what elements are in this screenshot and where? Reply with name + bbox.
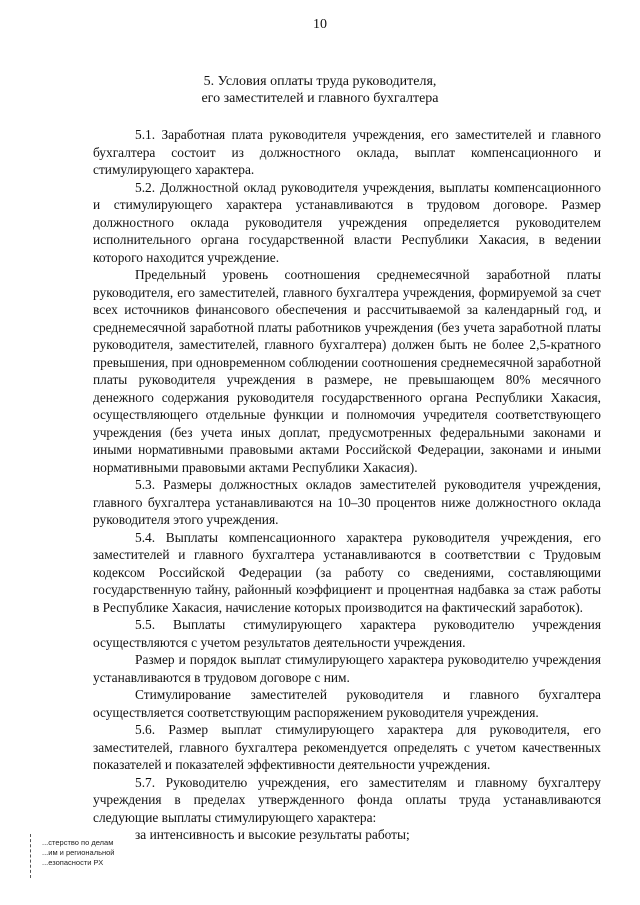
paragraph-5-3: 5.3. Размеры должностных окладов заместителей руководителя учреждения, главного бухгалтера устанавливаются на 10–30 процентов ниже должностного оклада руководителя этого учреждения. [93, 477, 601, 527]
page-number: 10 [313, 17, 327, 32]
document-body [93, 126, 601, 844]
paragraph-intensity: за интенсивность и высокие результаты работы; [135, 827, 410, 842]
paragraph-5-2: 5.2. Должностной оклад руководителя учреждения, выплаты компенсационного и стимулирующего характера устанавливаются в трудовом договоре. Размер должностного оклада руководителя учреждения определяется руководителем исполнительного органа государственной власти Республики Хакасия, в ведении которого находится учреждение. [93, 179, 601, 265]
stamp-line-3: ...езопасности РХ [42, 858, 104, 867]
paragraph-incentive-deputies: Стимулирование заместителей руководителя и главного бухгалтера осуществляется соответствующим распоряжением руководителя учреждения. [93, 687, 601, 720]
section-heading [0, 73, 640, 107]
paragraph-salary-ratio: Предельный уровень соотношения среднемесячной заработной платы руководителя, его заместителей, главного бухгалтера учреждения, формируемой за счет всех источников финансового обеспечения и рассчитываемой за календарный год, и среднемесячной заработной платы работников учреждения (без учета заработной платы руководителя, заместителей, главного бухгалтера) должен быть не более 2,5-кратного превышения, при одновременном соблюдении соотношения среднемесячной заработной платы руководителя учреждения в размере, не превышающем 80% месячного денежного содержания руководителя государственного органа Республики Хакасия, осуществляющего отдельные функции и полномочия учредителя соответствующего учреждения (без учета иных доплат, предусмотренных федеральными законами и иными нормативными правовыми актами Российской Федерации, законами и иными нормативными правовыми актами Республики Хакасия). [93, 267, 601, 475]
ministry-stamp [30, 834, 150, 878]
paragraph-5-1: 5.1. Заработная плата руководителя учреждения, его заместителей и главного бухгалтера состоит из должностного оклада, выплат компенсационного и стимулирующего характера. [93, 127, 601, 177]
paragraph-5-4: 5.4. Выплаты компенсационного характера руководителя учреждения, его заместителей и главного бухгалтера устанавливаются в соответствии с Трудовым кодексом Российской Федерации (за работу со сведениями, составляющими государственную тайну, районный коэффициент и процентная надбавка за стаж работы в Республике Хакасия, начисление которых производится на фактический заработок). [93, 529, 601, 615]
stamp-line-2: ...им и региональной [42, 848, 115, 857]
paragraph-5-7: 5.7. Руководителю учреждения, его заместителям и главному бухгалтеру учреждения в пределах утвержденного фонда оплаты труда устанавливаются следующие выплаты стимулирующего характера: [93, 774, 601, 825]
paragraph-incentive-size: Размер и порядок выплат стимулирующего характера руководителю учреждения устанавливаются в трудовом договоре с ним. [93, 652, 601, 685]
stamp-frame [30, 834, 37, 878]
stamp-line-1: ...стерство по делам [42, 838, 114, 847]
stamp-text [42, 838, 152, 868]
paragraph-5-6: 5.6. Размер выплат стимулирующего характера для руководителя, его заместителей, главного бухгалтера рекомендуется определять с учетом качественных показателей и показателей эффективности деятельности учреждения. [93, 722, 601, 772]
paragraph-5-5: 5.5. Выплаты стимулирующего характера руководителю учреждения осуществляются с учетом результатов деятельности учреждения. [93, 617, 601, 650]
section-heading-line-1: 5. Условия оплаты труда руководителя, [203, 74, 437, 89]
section-heading-line-2: его заместителей и главного бухгалтера [201, 91, 439, 106]
